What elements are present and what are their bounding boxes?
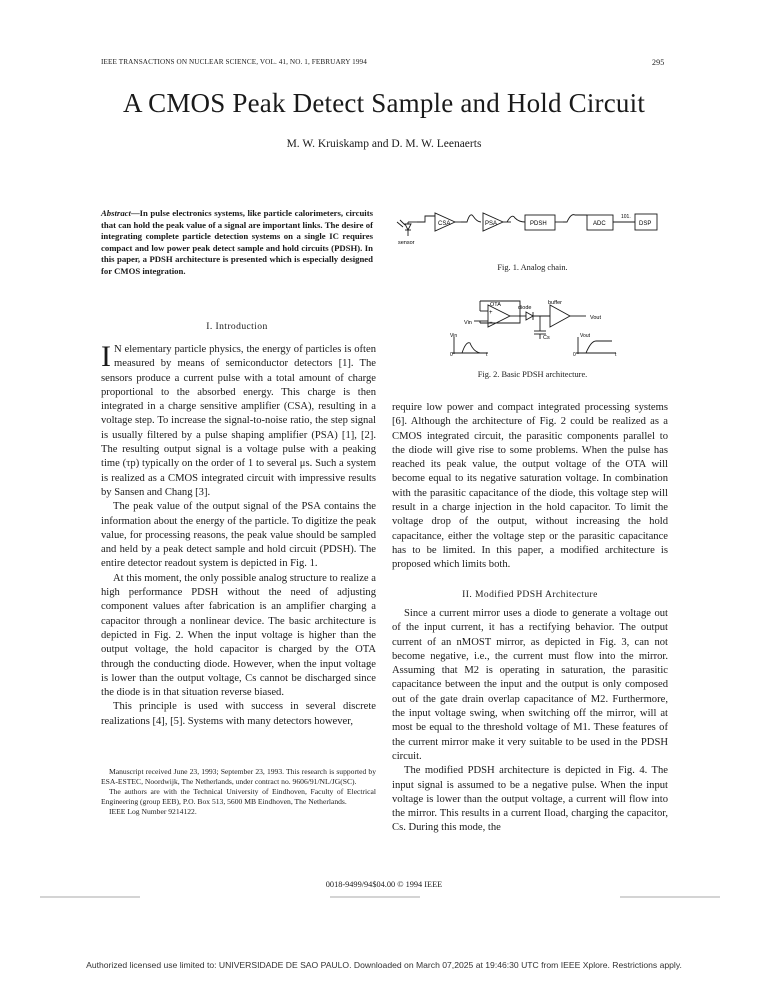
- figure-1-caption: Fig. 1. Analog chain.: [497, 263, 568, 272]
- footnote-affiliation: The authors are with the Technical University of Eindhoven, Faculty of Electrical Engineering (group EEB), P.O. Box 513, 5600 MB Eindhoven, The Netherlands.: [101, 787, 376, 806]
- right-paragraph-2: Since a current mirror uses a diode to generate a voltage out of the input current, it has a rectifying behavior. The output current of an nMOST mirror, as depicted in Fig. 3, can not become negative, i.e., the current must flow into the mirror. Assuming that M2 is operating in saturation, the parasitic capacitance between the input and the output is only composed out of the gate drain overlap capacitance of M2. Furthermore, the input voltage swing, when switching off the mirror, will at most be equal to the threshold voltage of M1. These features of the current mirror make it very suitable to be used in the PDSH circuit.: [392, 608, 668, 762]
- fig2-plus-label: +: [489, 310, 493, 316]
- fig2-zero-b: 0: [573, 352, 576, 357]
- fig2-minus-label: −: [489, 320, 493, 326]
- figure-1-analog-chain: [395, 210, 670, 250]
- fig1-csa-label: CSA: [438, 221, 451, 227]
- abstract-label: Abstract: [101, 208, 131, 218]
- fig1-bits-label: 101.: [621, 214, 631, 220]
- fig2-diode-label: diode: [518, 305, 532, 311]
- fig1-psa-label: PSA: [485, 221, 498, 227]
- footnote-received: Manuscript received June 23, 1993; September 23, 1993. This research is supported by ESA-ESTEC, Noordwijk, The Netherlands, under contract no. 9606/91/NL/JG(SC).: [101, 767, 376, 786]
- section-heading-introduction: I. Introduction: [206, 321, 268, 332]
- figure-2-pdsh-architecture: [450, 297, 630, 357]
- intro-paragraph-4: This principle is used with success in several discrete realizations [4], [5]. Systems with many detectors however,: [101, 701, 376, 727]
- right-column-section-2: [392, 607, 668, 836]
- fig2-vout-axis-label: Vout: [580, 333, 591, 339]
- abstract-text: —In pulse electronics systems, like particle calorimeters, circuits that can hold the peak value of a signal are important links. The desire of integrating complete particle detection systems on a single IC requires compact and low power peak detect sample and hold circuits (PDSH). In this paper, a PDSH architecture is presented which is especially designed for CMOS integration.: [101, 208, 373, 276]
- section-heading-modified-architecture: II. Modified PDSH Architecture: [462, 589, 598, 600]
- intro-paragraph-2: The peak value of the output signal of the PSA contains the information about the energy of the particle. To digitize the peak value, for processing reasons, the peak value should be sampled and held by a peak detect sample and hold circuit (PDSH). The entire detector readout system is depicted in Fig. 1.: [101, 501, 376, 570]
- paper-authors: M. W. Kruiskamp and D. M. W. Leenaerts: [286, 138, 482, 150]
- issn-copyright: 0018-9499/94$04.00 © 1994 IEEE: [325, 880, 443, 889]
- drop-cap: I: [101, 340, 111, 373]
- fig2-t-b: t: [615, 352, 617, 357]
- fig1-adc-label: ADC: [593, 221, 606, 227]
- fig1-sensor-label: sensor: [398, 240, 415, 246]
- fig2-t-a: t: [486, 352, 488, 357]
- bottom-rules: [0, 892, 768, 902]
- figure-2-caption: Fig. 2. Basic PDSH architecture.: [477, 370, 588, 379]
- fig2-vout-label: Vout: [590, 315, 602, 321]
- left-column: [101, 340, 376, 729]
- fig2-zero-a: 0: [450, 352, 453, 357]
- license-footer: Authorized licensed use limited to: UNIVERSIDADE DE SAO PAULO. Downloaded on March 07,2025 at 19:46:30 UTC from IEEE Xplore. Restrictions apply.: [86, 960, 682, 970]
- fig2-buffer-label: buffer: [548, 300, 562, 306]
- fig2-cs-label: Cs: [543, 335, 550, 341]
- intro-paragraph-3: At this moment, the only possible analog structure to realize a high performance PDSH without the need of adjusting component values after fabrication is an amplifier charging a capacitor through a nonlinear device. The basic architecture is depicted in Fig. 2. When the input voltage is higher than the output voltage, the hold capacitor is charged by the OTA through the conducting diode. However, when the input voltage is lower than the output voltage, Cs cannot be discharged since the diode is in that situation reverse biased.: [101, 572, 376, 699]
- footnote: [101, 767, 376, 817]
- right-paragraph-1: require low power and compact integrated processing systems [6]. Although the architecture of Fig. 2 could be realized as a CMOS integrated circuit, the parasitic components parallel to the diode will give rise to some problems. When the pulse has reached its peak value, the output voltage of the OTA will become equal to its negative saturation voltage. In combination with the parasitic capacitance of the diode, this voltage step will result in a charge injection in the hold capacitor. To limit the voltage drop of the output, without increasing the hold capacitance, either the voltage step or the parasitic capacitance has to be limited. In this paper, a modified architecture is proposed which limits both.: [392, 402, 668, 571]
- fig2-vin-label: Vin: [464, 320, 472, 326]
- fig1-dsp-label: DSP: [639, 221, 652, 227]
- right-column: [392, 401, 668, 573]
- running-header: IEEE TRANSACTIONS ON NUCLEAR SCIENCE, VOL. 41, NO. 1, FEBRUARY 1994: [101, 58, 367, 66]
- fig2-vin-axis-label: Vin: [450, 333, 458, 339]
- right-paragraph-3: The modified PDSH architecture is depicted in Fig. 4. The input signal is assumed to be a negative pulse. When the input voltage is lower than the output voltage, a current will flow into the mirror. This results in a current Iload, charging the capacitor, Cs. During this mode, the: [392, 765, 668, 834]
- abstract: [101, 208, 373, 278]
- page-number: 295: [652, 58, 665, 67]
- fig1-pdsh-label: PDSH: [530, 221, 547, 227]
- footnote-log-number: IEEE Log Number 9214122.: [109, 807, 197, 816]
- fig2-ota-label: OTA: [490, 302, 501, 308]
- paper-title: A CMOS Peak Detect Sample and Hold Circuit: [122, 88, 646, 118]
- intro-paragraph-1: I N elementary particle physics, the energy of particles is often measured by means of semiconductor detectors [1]. The sensors produce a current pulse with a total amount of charge proportional to the absorbed energy. This charge is then integrated in a charge sensitive amplifier (CSA), resulting in a voltage step. To increase the signal-to-noise ratio, the step signal is usually filtered by a pulse shaping amplifier (PSA) [1], [2]. The resulting output signal is a voltage pulse with a peaking time (τp) typically on the order of 1 to several μs. Such a system is realized as a CMOS integrated circuit with impressive results by Sansen and Chang [3].: [101, 340, 376, 498]
